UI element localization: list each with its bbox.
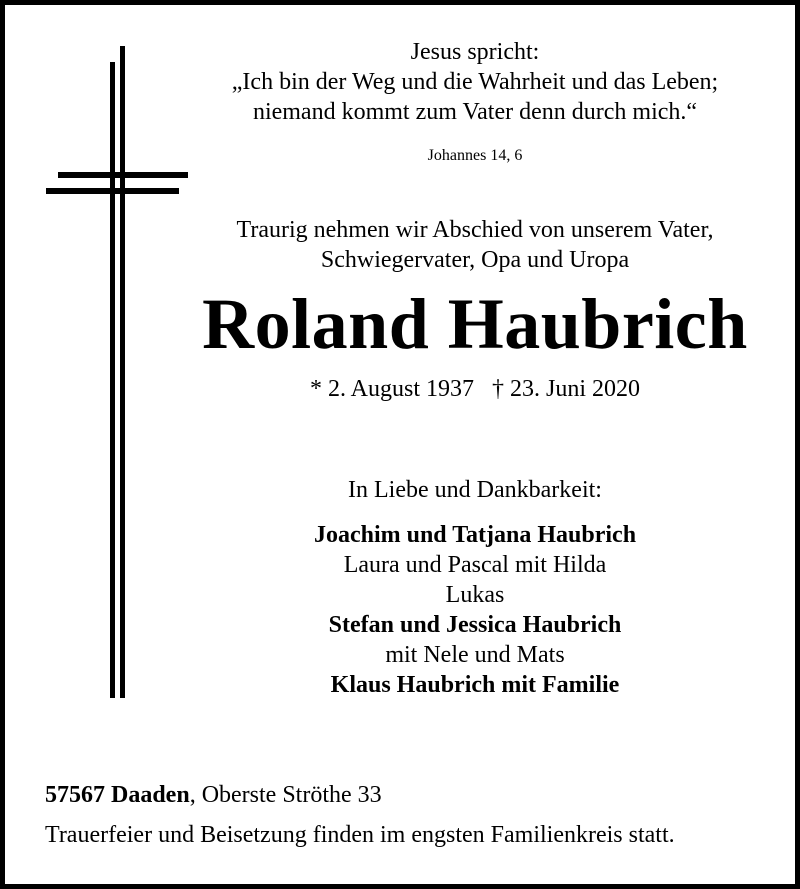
mourner-line: Laura und Pascal mit Hilda (343, 552, 607, 578)
verse-line-1: „Ich bin der Weg und die Wahrheit und das Leben; (231, 69, 719, 95)
announcement-line-2: Schwiegervater, Opa und Uropa (320, 247, 630, 273)
death-date: † 23. Juni 2020 (492, 376, 641, 402)
mourner-line: Joachim und Tatjana Haubrich (313, 522, 637, 548)
mourner-line: Stefan und Jessica Haubrich (328, 612, 622, 638)
verse-block (160, 37, 790, 127)
verse-line-2: niemand kommt zum Vater denn durch mich.“ (252, 99, 698, 125)
address-street: , Oberste Ströthe 33 (189, 782, 382, 808)
mourner-line: mit Nele und Mats (385, 642, 565, 668)
mourners-heading: In Liebe und Dankbarkeit: (348, 477, 602, 503)
address-postal-city: 57567 Daaden (45, 782, 190, 808)
announcement-line-1: Traurig nehmen wir Abschied von unserem Vater, (236, 217, 714, 243)
mourner-line: Klaus Haubrich mit Familie (330, 672, 620, 698)
address (45, 780, 785, 810)
mourner-line: Lukas (445, 582, 505, 608)
verse-intro: Jesus spricht: (410, 39, 540, 65)
funeral-note: Trauerfeier und Beisetzung finden im engsten Familienkreis statt. (45, 822, 675, 848)
birth-date: * 2. August 1937 (309, 376, 474, 402)
mourners-list (160, 520, 790, 700)
verse-reference: Johannes 14, 6 (427, 147, 523, 164)
deceased-name: Roland Haubrich (202, 284, 748, 364)
life-dates (160, 374, 790, 404)
announcement (160, 215, 790, 275)
